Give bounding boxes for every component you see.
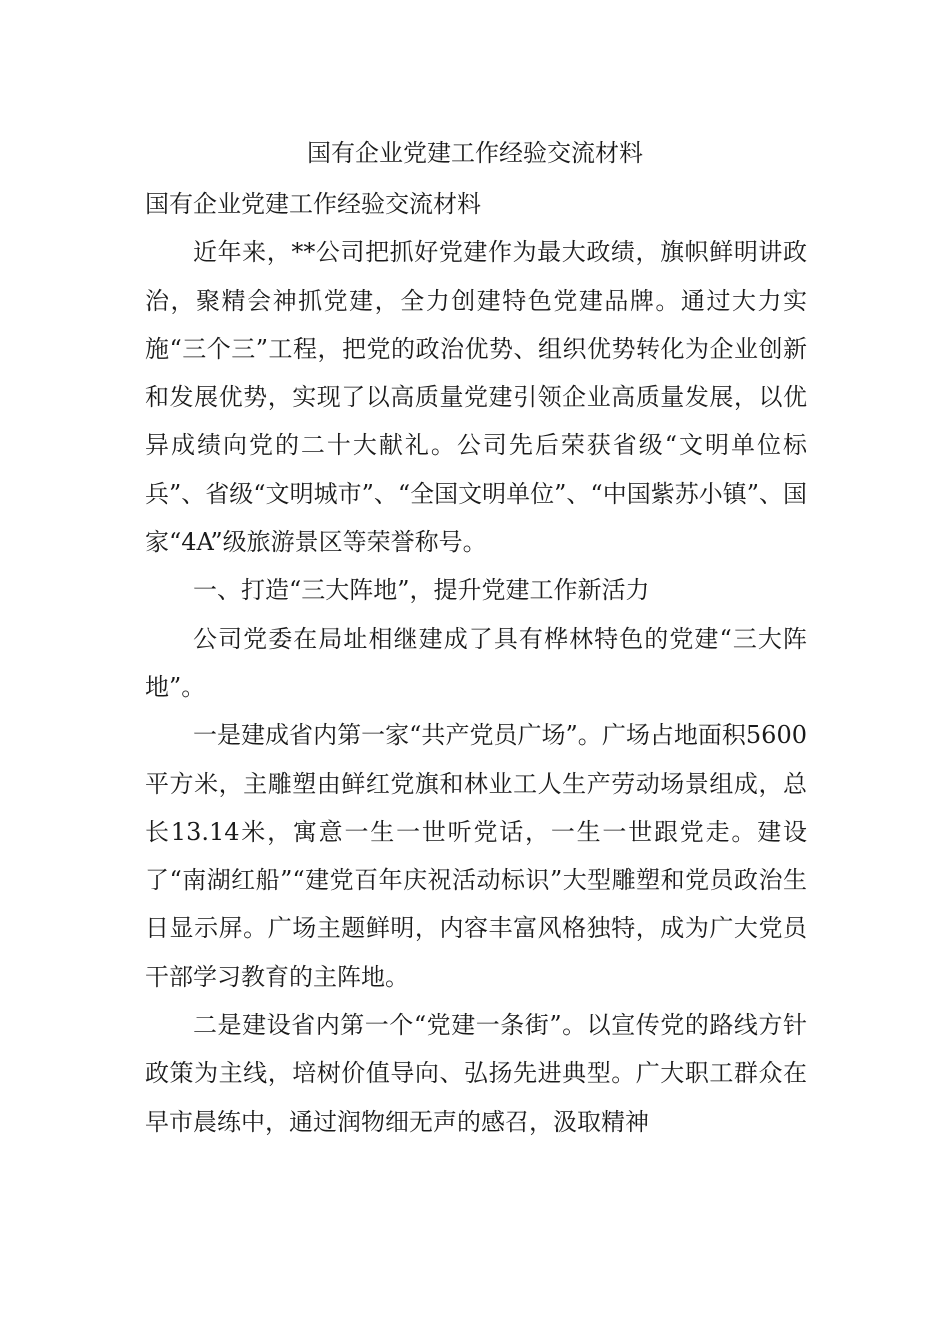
document-subtitle: 国有企业党建工作经验交流材料 (145, 190, 481, 218)
paragraph-intro: 近年来，**公司把抓好党建作为最大政绩，旗帜鲜明讲政治，聚精会神抓党建，全力创建特色党建品牌。通过大力实施“三个三”工程，把党的政治优势、组织优势转化为企业创新和发展优势，实现了以高质量党建引领企业高质量发展，以优异成绩向党的二十大献礼。公司先后荣获省级“文明单位标兵”、省级“文明城市”、“全国文明单位”、“中国紫苏小镇”、国家“4A”级旅游景区等荣誉称号。 (145, 238, 807, 557)
document-title: 国有企业党建工作经验交流材料 (307, 139, 643, 167)
paragraph-point-2: 二是建设省内第一个“党建一条街”。以宣传党的路线方针政策为主线，培树价值导向、弘扬先进典型。广大职工群众在早市晨练中，通过润物细无声的感召，汲取精神 (145, 1011, 807, 1136)
paragraph-section-1: 公司党委在局址相继建成了具有桦林特色的党建“三大阵地”。 (145, 624, 807, 701)
section-heading-1: 一、打造“三大阵地”，提升党建工作新活力 (193, 576, 650, 605)
document-body (145, 180, 807, 1146)
paragraph-point-1: 一是建成省内第一家“共产党员广场”。广场占地面积5600平方米，主雕塑由鲜红党旗和林业工人生产劳动场景组成，总长13.14米，寓意一生一世听党话，一生一世跟党走。建设了“南湖红船”“建党百年庆祝活动标识”大型雕塑和党员政治生日显示屏。广场主题鲜明，内容丰富风格独特，成为广大党员干部学习教育的主阵地。 (145, 721, 807, 991)
